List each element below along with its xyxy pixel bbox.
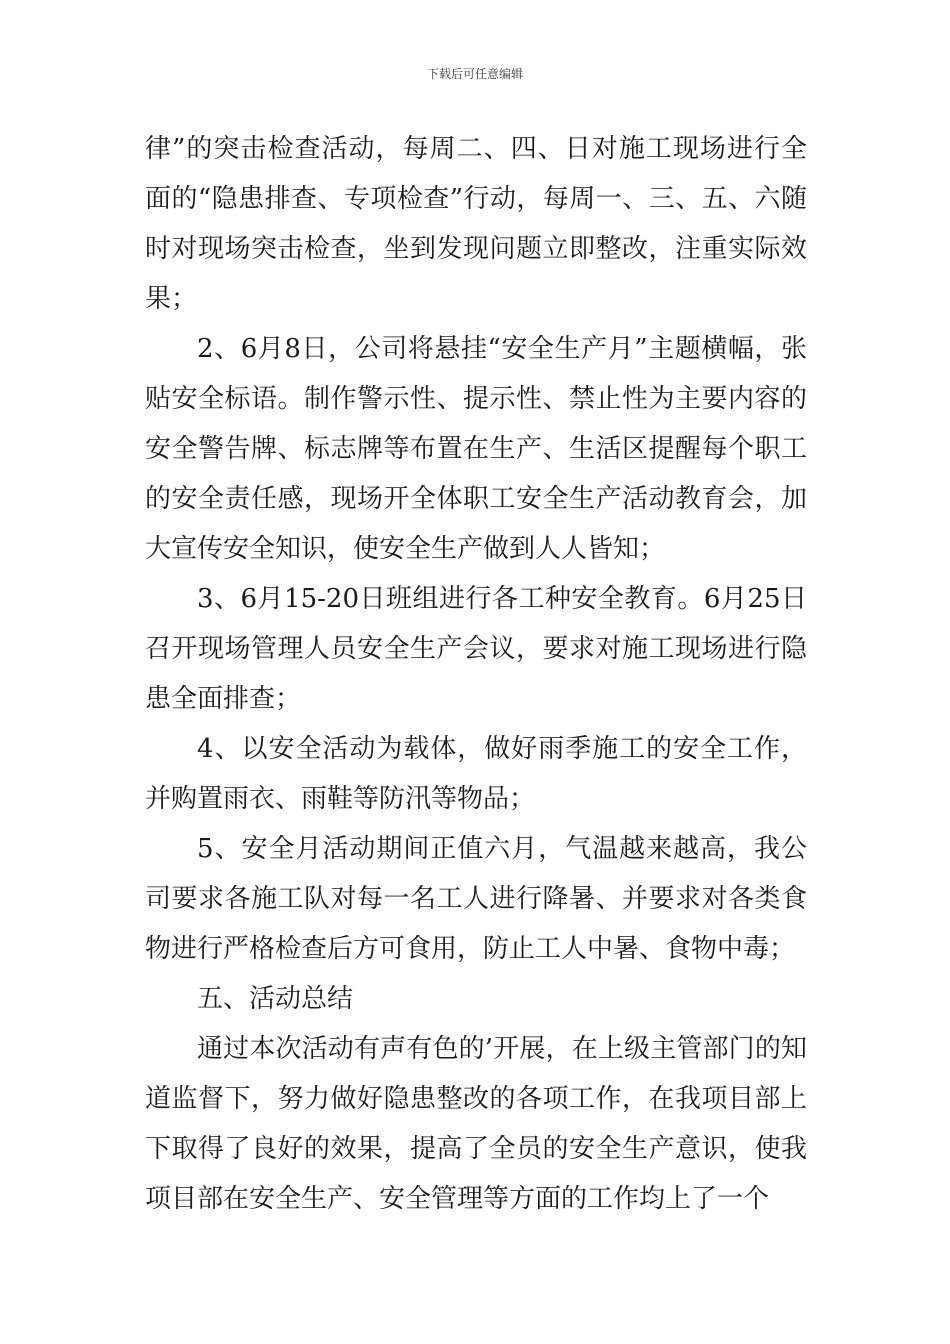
paragraph-continued-inspection: 律”的突击检查活动，每周二、四、日对施工现场进行全面的“隐患排查、专项检查”行动，每周一、三、五、六随时对现场突击检查，坐到发现问题立即整改，注重实际效果； (145, 134, 807, 314)
paragraph-item-4-rainy-season: 4、以安全活动为载体，做好雨季施工的安全工作，并购置雨衣、雨鞋等防汛等物品； (145, 734, 807, 814)
paragraph-item-5-heat-prevention: 5、安全月活动期间正值六月，气温越来越高，我公司要求各施工队对每一名工人进行降暑、并要求对各类食物进行严格检查后方可食用，防止工人中暑、食物中毒； (145, 834, 807, 964)
paragraph-item-2-banner: 2、6月8日，公司将悬挂“安全生产月”主题横幅，张贴安全标语。制作警示性、提示性、禁止性为主要内容的安全警告牌、标志牌等布置在生产、生活区提醒每个职工的安全责任感，现场开全体职工安全生产活动教育会，加大宣传安全知识，使安全生产做到人人皆知； (145, 334, 807, 564)
document-body (145, 124, 807, 1224)
paragraph-item-3-education: 3、6月15-20日班组进行各工种安全教育。6月25日召开现场管理人员安全生产会议，要求对施工现场进行隐患全面排查； (145, 584, 807, 714)
page-header: 下载后可任意编辑 (426, 67, 523, 81)
paragraph-summary: 通过本次活动有声有色的’开展，在上级主管部门的知道监督下，努力做好隐患整改的各项工作，在我项目部上下取得了良好的效果，提高了全员的安全生产意识，使我项目部在安全生产、安全管理等方面的工作均上了一个 (145, 1034, 807, 1214)
section-heading-activity-summary: 五、活动总结 (197, 984, 354, 1014)
